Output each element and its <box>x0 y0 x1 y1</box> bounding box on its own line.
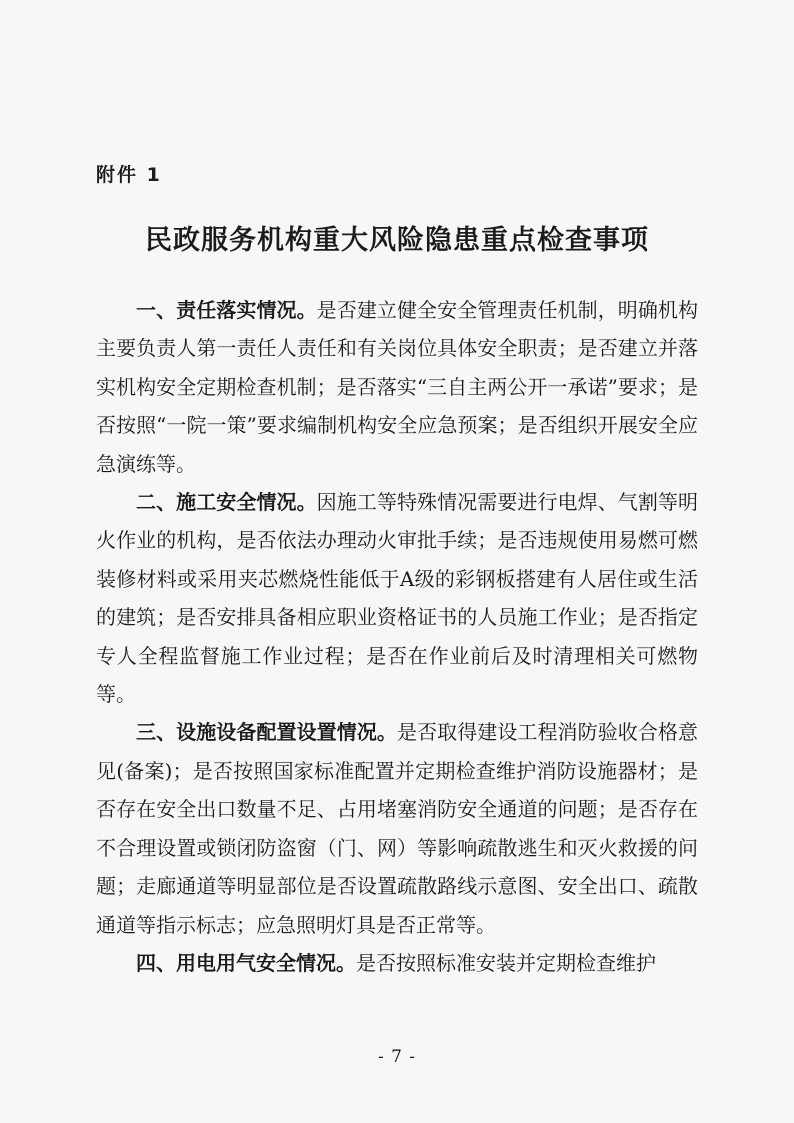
section-text: 是否按照标准安装并定期检查维护 <box>356 950 656 975</box>
section-heading: 二、施工安全情况。 <box>136 490 317 515</box>
document-title: 民政服务机构重大风险隐患重点检查事项 <box>145 225 649 256</box>
section-text: 是否取得建设工程消防验收合格意见(备案)；是否按照国家标准配置并定期检查维护消防设施器材；是否存在安全出口数量不足、占用堵塞消防安全通道的问题；是否存在不合理设置或锁闭防盗窗（门、网）等影响疏散逃生和灭火救援的问题；走廊通道等明显部位是否设置疏散路线示意图、安全出口、疏散通道等指示标志；应急照明灯具是否正常等。 <box>96 720 699 937</box>
section-construction-safety <box>96 483 698 713</box>
section-text: 因施工等特殊情况需要进行电焊、气割等明火作业的机构，是否依法办理动火审批手续；是否违规使用易燃可燃装修材料或采用夹芯燃烧性能低于A级的彩钢板搭建有人居住或生活的建筑；是否安排具备相应职业资格证书的人员施工作业；是否指定专人全程监督施工作业过程；是否在作业前后及时清理相关可燃物等。 <box>96 490 699 707</box>
section-text: 是否建立健全安全管理责任机制，明确机构主要负责人第一责任人责任和有关岗位具体安全职责；是否建立并落实机构安全定期检查机制；是否落实“三自主两公开一承诺”要求；是否按照“一院一策”要求编制机构安全应急预案；是否组织开展安全应急演练等。 <box>96 298 699 476</box>
section-facilities-equipment <box>96 713 698 943</box>
page-number: - 7 - <box>377 1047 417 1067</box>
document-body <box>96 291 698 982</box>
section-heading: 一、责任落实情况。 <box>136 298 317 322</box>
section-heading: 三、设施设备配置设置情况。 <box>136 720 397 745</box>
section-heading: 四、用电用气安全情况。 <box>136 950 356 975</box>
section-electricity-gas <box>96 944 698 982</box>
section-responsibility <box>96 291 698 483</box>
attachment-label: 附件 1 <box>96 164 162 186</box>
